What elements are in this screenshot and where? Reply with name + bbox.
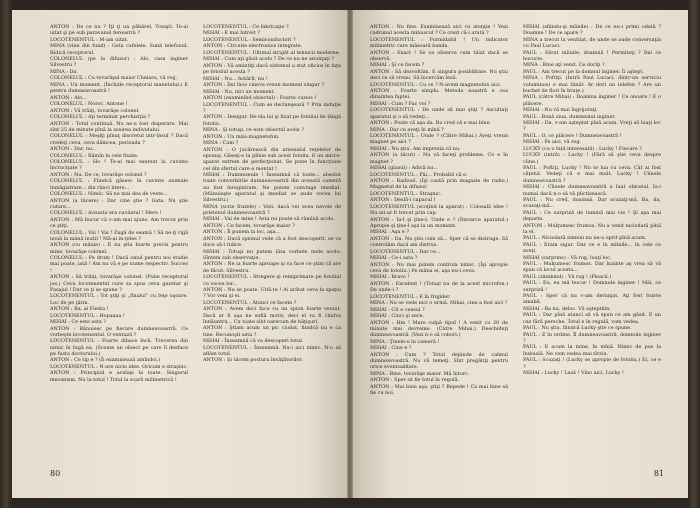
dialogue-line: COLONELUL : Meşiţi pînuţ discretul intr-însul ? Dacă credeţi ceva, ceva dămcea, perioada ? bbox=[50, 133, 188, 146]
dialogue-line: LOCOTENENTUL : Semiconductori ? bbox=[203, 36, 296, 43]
dialogue-line: MINA : Şi totuşi, ce este obiectul acela ? bbox=[203, 127, 304, 134]
left-column-2 bbox=[203, 24, 341, 364]
dialogue-line: PAUL : Scuzaţi ! (Lucky se apropie de fotoliu.) Ei, ce e ? bbox=[523, 357, 661, 370]
dialogue-line: ANTON : Dacă spionul vede că a fost descoperit, se va duce să-l ridice. bbox=[203, 235, 341, 249]
dialogue-line: ANTON : Un mini-magnetofon. bbox=[203, 133, 280, 140]
dialogue-line: LOCOTENENTUL : Stregere şi reimprimare pe fotoliul cu vocea lor... bbox=[203, 274, 341, 287]
dialogue-line: MIHAI : Totuşi nu putem lăsa vorbele mele acolo. Sîntem sub observaţie. bbox=[203, 248, 341, 261]
dialogue-line: LOCOTENENTUL : Foarte dibace încă. Trecerea din nimic în fugă ea. (Scoate un obiect pe care îl desface pe fusta doctorului.) bbox=[50, 338, 188, 357]
dialogue-line: LOCOTENENTUL : Cum se declanşează ? Prin induţie ? bbox=[203, 101, 341, 114]
dialogue-line: MINA : Nu se vede nici o urmă. Mihai, cine a fost aici ? bbox=[370, 300, 508, 307]
dialogue-line: ANTON : Vă amintiţi dacă sistemul a stat oficios în faţa pe fotoliul acesta ? bbox=[203, 62, 341, 76]
dialogue-line: MIHAI : Bravo ! bbox=[370, 274, 410, 281]
dialogue-line: PAUL : Mulţumesc frumos. Dar înainte aş vrea să vă spun că locul acesta... bbox=[523, 261, 661, 274]
dialogue-line: MINA (scrie frazele) : Vezi, dacă vei avea nevoie de prietenul dumneavoastră ? bbox=[203, 203, 341, 216]
dialogue-line: COLONELUL : Aceasta era cuvântul ! Mers ! bbox=[50, 210, 162, 217]
dialogue-line: MIHAI (surprins) : Vă rog, luaţi loc. bbox=[523, 254, 612, 261]
dialogue-line: ANTON : Să dezvoltăm. E singura posibilitate. Nu ştiu deci ce să vreau. Să încercăm însă. bbox=[370, 68, 508, 82]
dialogue-line: ANTON : Mulţumesc frumos. Nu a venit niciodată pînă la el. bbox=[523, 222, 661, 235]
dialogue-line: MIHAI : E mai întreit ? bbox=[203, 30, 260, 37]
dialogue-line: ANTON : Circuite electronice integrate. bbox=[203, 43, 303, 50]
dialogue-line: COLONELUL : Vai ! Vai ! Zugă de seamă ! Să ne-ţi rigă nouă la mână inutil ! Mă-ai in-ţeles ? bbox=[50, 229, 188, 242]
dialogue-line: ANTON : Foarte simplu. Metoda noastră e cea dinaintea faptei. bbox=[370, 88, 508, 101]
dialogue-line: LOCOTENENTUL : M-am uitat. bbox=[50, 36, 129, 43]
dialogue-line: COLONELUL : Pe drum ! Dacă omul pentru noi studio mai poate, iată ! Am nu vă e pe nume respectiv. Succes ! bbox=[50, 255, 188, 274]
dialogue-line: LOCOTENENTUL : E în frigider. bbox=[370, 293, 451, 300]
dialogue-line: ANTON : Excelent ! (Totuşi nu de la acest microfon.) De unde-i ? bbox=[370, 280, 508, 294]
right-page bbox=[353, 10, 688, 498]
dialogue-line: ANTON : Ce tip e ? (Îi examinează amîndoi.) bbox=[50, 357, 161, 364]
dialogue-line: PAUL : O, ce plăcere ! Dumneavoastră ! bbox=[523, 132, 622, 139]
dialogue-line: ANTON : Ne ia foarte aproape şi va face ce ştim că are de făcut. Silvestru. bbox=[203, 261, 341, 274]
dialogue-line: ANTON (a tăcere) : Dar cine ştie ? Gata. Nu ştie cutare... bbox=[50, 197, 188, 210]
dialogue-line: ANTON : Sper să fie totul în regulă. bbox=[370, 377, 460, 384]
dialogue-line: LUCKY (cu o față interesată) : Lucky ! Fiecare ? bbox=[523, 145, 642, 152]
dialogue-line: MINA a trecut la ventilat, de unde se aude conversaţia cu Paul Lucaci. bbox=[523, 36, 661, 50]
dialogue-line: ANTON : Desigur. De-ola lui şi fixat pe fotoliul de lângă fotoliu. bbox=[203, 114, 341, 127]
dialogue-line: LOCOTENENTUL : Cu ce ? N-avem magnetofon aici. bbox=[370, 81, 502, 88]
dialogue-line: LOCOTENENTUL : Unde ? (Către Mihai.) Aveţi vreun magnet pe aici ? bbox=[370, 133, 508, 146]
dialogue-line: MIHAI (sfiindu-şi mîinile) : De ce nu-i primi odată ? Doamne ! De ce apare ? bbox=[523, 24, 661, 37]
dialogue-line: ANTON : Cum ? Totul depinde de calmul dumneavoastră. Nu vă temeţi. Sînt pregătiţi pentru orice eventualitate. bbox=[370, 351, 508, 371]
right-column-2 bbox=[523, 24, 661, 377]
dialogue-line: PAUL : Niciodată nimeni nu ne-a oprit pînă acum. bbox=[523, 235, 647, 242]
dialogue-line: LOCOTENENTUL : N-are nicio idee. Oricum e straşnic. bbox=[50, 363, 188, 370]
dialogue-line: MIHAI : Cine e ? bbox=[370, 345, 412, 352]
dialogue-line: MINA : Bine, tovarăşe maior. Mă întorc. bbox=[370, 370, 470, 377]
dialogue-line: LUCKY (intră) : Lucky ! (Fără să ştie ceva despre cîine.) bbox=[523, 152, 661, 165]
dialogue-line: LOCOTENENTUL : Înseamnă. Nu-i aici nimic. N-o să aflăm totul. bbox=[203, 344, 341, 357]
dialogue-line: ANTON : De ce nu ? Îţi ţi un păhărel, Tonişti. Te-ai uitat şi pe sub paravanul fereastră ? bbox=[50, 24, 188, 37]
dialogue-line: ANTON : Vă trăiţi, tovarăşe colonel. bbox=[50, 107, 140, 114]
dialogue-line: MIHAI : Nu... hotărît, nu ! bbox=[203, 75, 268, 82]
dialogue-line: COLONELUL : Ho ! Te-ai mai exersat la cuvinte încrucişate ? bbox=[50, 159, 188, 172]
dialogue-line: MIHAI : Vai de mine ! Asta nu poate să rămînă acolo. bbox=[203, 216, 335, 223]
dialogue-line: LOCOTENENTUL : Ultimul strigăt al tehnicii moderne. bbox=[203, 49, 341, 56]
dialogue-line: ANTON : Nu. De ce, tovarăşe colonel ? bbox=[50, 171, 147, 178]
dialogue-line: COLONELUL : Fiindcă găsesc în cuvinte animale înmăgistrate... din rânci litere... bbox=[50, 178, 188, 191]
dialogue-line: ANTON : Ia-l şi ţine-l. Unde e ? (Întoarce aparatul.) Apropie şi ţine-l aşa la un moment. bbox=[370, 216, 508, 229]
dialogue-line: MIHAI : Şi ce facem ? bbox=[370, 62, 425, 69]
left-column-1 bbox=[50, 24, 188, 383]
dialogue-line: ANTON : Nu fine. Examinează aici cu atenţie ! Vezi cadranul acesta minuscul ? Ce crezi că-i arată ? bbox=[370, 24, 508, 37]
dialogue-line: ANTON : Mă bucur că v-am mai ajuns. Am trecut prin ce ştiţi. bbox=[50, 216, 188, 230]
dialogue-line: ANTON : Alo... bbox=[50, 94, 87, 101]
dialogue-line: LOCOTENENTUL (scoţînd la aparat) : Colosală idee ! Nu mi-ar fi trecut prin cap. bbox=[370, 203, 508, 217]
dialogue-line: ANTON : O jucărească din arsenalul reţelelor de spionaj. Găseţi-o la pîlnie sub acest fotoliu. E un micro-aparat extrem de perfecţionat. Se pune în funcţiune cel din sfertul care e montat ! bbox=[203, 146, 341, 172]
dialogue-line: COLONELUL : Aţi terminat perchiziţia ? bbox=[50, 114, 151, 121]
dialogue-line: LOCOTENENTUL : Păi... Probabil că e. bbox=[370, 171, 468, 178]
right-column-1 bbox=[370, 24, 508, 397]
dialogue-line: LOCOTENENTUL : De unde să mai ştiţi ? Ascultaţi aparatul şi o să vedeţi... bbox=[370, 107, 508, 120]
dialogue-line: ANTON : Îl punem la loc, aşa... bbox=[203, 229, 281, 236]
dialogue-line: PAUL : E acum la mine, în mînă. Nimic de pus la îndoială. Ne vom vedea mai tîrziu. bbox=[523, 344, 661, 357]
dialogue-line: COLONELUL : Noroc, Antone ! bbox=[50, 101, 128, 108]
dialogue-line: MIHAI : Cum aţi găsit acolo ? De ce nu ne anunţaţi ? bbox=[203, 56, 334, 63]
dialogue-line: MIHAI : Nu, nici un moment. bbox=[203, 88, 276, 95]
dialogue-line: ANTON : Hm ! Mare culpă tipul ! A venit cu 20 de minute mai devreme. (Către Mihai.) Deschideţi dumneavoastră. (Vezi n-o să cobori.) bbox=[370, 319, 508, 339]
dialogue-line: MIHAI : Cinci şi zece. bbox=[370, 313, 425, 320]
dialogue-line: PAUL : Nu cred, doamnă. Dar scuzaţi-mă. Ba, da, scuzaţi-mă... bbox=[523, 197, 661, 210]
dialogue-line: PAUL : Dar pînă atunci să vă spun ce am găsit. E un caz fără pereche. Totul e în regulă, vom vedea. bbox=[523, 312, 661, 325]
dialogue-line: COLONELUL : Nimic. Să ne mai dea de veste... bbox=[50, 191, 168, 198]
dialogue-line: LOCOTENENTUL : Dar ce... bbox=[370, 248, 441, 255]
dialogue-line: ANTON : Principiul e acelaşi la toate. Singurul mecanism. Nu la totul ! Totul la scară milimetrică ! bbox=[50, 370, 188, 383]
dialogue-line: ANTON : Dar, nu... bbox=[50, 146, 97, 153]
dialogue-line: MIHAI : Aşa e ? bbox=[370, 229, 410, 236]
dialogue-line: PAUL : Eram sigur. Dar ce e în mîinile... în cele ce aveţi. bbox=[523, 241, 661, 255]
dialogue-line: ANTON : Ba, ai Fiesta ! bbox=[50, 306, 109, 313]
dialogue-line: ANTON : Să trăiţi, tovarăşe colonel. (Pune receptorul jos.) Ceva locotenentul cure sa spus ceva gazetar şi Pasajul ! Dar ce ţi se spune ? bbox=[50, 274, 188, 293]
page-number-left: 80 bbox=[50, 469, 61, 478]
dialogue-line: PAUL : Poftiţi, Lucky ! Nu te lua cu ceva. Cât ai fost căţelul. Vedeţi că e mai mult. Lucky ! Cîinele dumneavoastră ? bbox=[523, 165, 661, 184]
dialogue-line: COLONELUL : Cu tovarăşul maior Chelaru, vă rog. bbox=[50, 75, 178, 82]
dialogue-line: LOCOTENENTUL : Tot ştiţi şi „finalul” cu feţe uşoare. Loc de pe ţărm. bbox=[50, 293, 188, 306]
page-number-right: 81 bbox=[653, 469, 664, 478]
dialogue-line: ANTON : Ştiam acum un pic ciudat, fiindcă nu e ca tine. Recunoşti asta ? bbox=[203, 325, 341, 338]
dialogue-line: MINA (vine din fund) : Gata cafelele. Sună telefonul. Ridică receptorul. bbox=[50, 43, 188, 56]
dialogue-line: LOCOTENENTUL : Ce fabricaţie ? bbox=[203, 24, 289, 30]
dialogue-line: MIHAI : Pe aici, vă rog. bbox=[523, 139, 582, 146]
dialogue-line: MIHAI : Da, v-am aşteptat pînă acum. Vreţi să luaţi loc ? bbox=[523, 120, 661, 133]
dialogue-line: COLONELUL (pe la difuzor) : Alo, casa inginer Silvestru ? bbox=[50, 56, 188, 69]
dialogue-line: ANTON : Nu mai putem controla nimic. (Îşi apropie ceva de fotoliu.) Pe mâna ei, aşa nu-i ceva. bbox=[370, 261, 508, 274]
dialogue-line: PAUL : Nu ştiu, fiindcă Lucky ştie ce spune. bbox=[523, 325, 632, 332]
dialogue-line: ANTON : Şi tăcem postura învăţătorilor. bbox=[203, 357, 303, 364]
dialogue-line: MIHAI : Cîinele dumneavoastră a luat obiceiul. Ia-i numai dacă n-o să vă plictisească. bbox=[523, 184, 661, 197]
left-page bbox=[12, 10, 347, 498]
dialogue-line: MINA : Poftiţi. (Intră Paul Lucaci, dintr-un serviciu voluminos) e mai tânăr. Ar dori un telefon ? Are un buchet de flori în braţe.) bbox=[523, 75, 661, 94]
dialogue-line: ANTON : Poate că aşa da. Ba cred că e mai bine. bbox=[370, 120, 492, 127]
dialogue-line: ANTON : Bănuiesc pe fiecare dumneavoastră. Ce vorbeşte locotenentul. O ventuză ? bbox=[50, 325, 188, 338]
dialogue-line: ANTON : Exact ! Se va observa cum tăiat dacă se observă. bbox=[370, 49, 508, 62]
dialogue-line: PAUL : Ce surpriză de lumină mai vie ! Şi aşa mai departe. bbox=[523, 209, 661, 223]
dialogue-line: MINA : Bine aţi venit. Ce doriţi ? bbox=[523, 62, 605, 69]
dialogue-line: MIHAI : Înseamnă că va descoperi totul. bbox=[203, 338, 304, 345]
dialogue-line: ANTON : Radioul. (Îşi caută prin magazie de radio.) Magnetul de la difuzor. bbox=[370, 178, 508, 191]
dialogue-line: MIHAI : Nu vă mai îngrijoraţi. bbox=[523, 107, 598, 114]
dialogue-line: ANTON (a tăcut) : Nu vă faceţi probleme. Ce e în magnet ? bbox=[370, 152, 508, 165]
dialogue-line: MIHAI : Ba nu, deloc. Vă aşteptăm. bbox=[523, 305, 611, 312]
dialogue-line: MIHAI : Cum ? Fac voi ? bbox=[370, 100, 431, 107]
dialogue-line: MINA : Da. bbox=[50, 68, 78, 75]
dialogue-line: ANTON : Nu se poate. Uită-te ! Ai arătat ceva la spaţiu ? Vor veni şi ei. bbox=[203, 287, 341, 300]
dialogue-line: LOCOTENENTUL : Formidabil ! Un indicator milimetric care măsoară banda. bbox=[370, 36, 508, 50]
dialogue-line: ANTON : Îmi face cineva vreun moment singur ? bbox=[203, 82, 324, 89]
dialogue-line: MIHAI : Nu ştiu. Am impresia că nu. bbox=[370, 145, 461, 152]
dialogue-line: MIHAI : Lucky ! Lasă ! Vino aici, Lucky ! bbox=[523, 370, 624, 377]
dialogue-line: LOCOTENENTUL : Straşnic. bbox=[370, 190, 442, 197]
dialogue-line: MINA : Cum ? bbox=[203, 140, 239, 147]
dialogue-line: ANTON : Totul continuă. Nu ne-a fost disperare. Mai sînt 25 de minute pînă la sosirea individului. bbox=[50, 120, 188, 133]
dialogue-line: ANTON (examinînd obiectul) : Foarte curios ! bbox=[203, 95, 317, 102]
dialogue-line: ANTON : Avem deci face cu un spion foarte versat. Dacă ar fi aşa ne suflă motiv, deci el va fi cîndva înnăuntru... Cu toate sînt oarecum de hăţişuri. bbox=[203, 306, 341, 325]
dialogue-line: PAUL (către Mihai) : Doamna inginer ! Ce onoare ! E o plăcere. bbox=[523, 94, 661, 107]
dialogue-line: COLONELUL : Rămîn la cele fixate. bbox=[50, 152, 139, 159]
dialogue-line: ANTON : Mai bine aşa, ştiţi ? Repede ! Ca mai bine să fie cu noi. bbox=[370, 383, 508, 397]
dialogue-line: PAUL : E în ordine. Îl dumneavoastră, domnule inginer ? bbox=[523, 331, 661, 344]
dialogue-line: MIHAI : Cît e ceasul ? bbox=[370, 306, 425, 313]
dialogue-line: PAUL : Sper că nu v-am deranjat. Aţi fost foarte amabil. bbox=[523, 293, 661, 306]
dialogue-line: MINA : Un moment. (Închide receptorul manetului.) E pentru dumneavoastră ! bbox=[50, 81, 188, 95]
dialogue-line: PAUL (zâmbind) : Vă rog ! (Pleacă.) bbox=[523, 273, 612, 280]
dialogue-line: PAUL : Sărut mîinile, doamnă ! Permiteţi ? Îmi ce bucurie. bbox=[523, 49, 661, 62]
dialogue-line: PAUL : Am trecut pe la domnul inginer. Îi aştept. bbox=[523, 68, 644, 75]
dialogue-line: MIHAI : Ce este asta ? bbox=[50, 319, 106, 326]
dialogue-line: ANTON : Desfă-i capacul ! bbox=[370, 197, 436, 204]
dialogue-line: ANTON (cu mânie) : E nu ştiu foarte precis pentru mine, tovarăşe colonel. bbox=[50, 242, 188, 255]
dialogue-line: MINA : Ţinem-o în cameră ! bbox=[370, 338, 440, 345]
dialogue-line: MINA : Dar ce aveţi în mînă ? bbox=[370, 126, 444, 133]
dialogue-line: LOCOTENENTUL : Hopaaaa ! bbox=[50, 312, 125, 319]
dialogue-line: PAUL : Eu, eu mă bucur ! Domnule inginer ! Măi, ce surpriză ! bbox=[523, 280, 661, 293]
dialogue-line: MIHAI (glasul) : Adică nu... bbox=[370, 165, 439, 172]
dialogue-line: PAUL : Bună ziua, dumnealui inginer. bbox=[523, 113, 616, 120]
dialogue-line: ANTON : Da. Nu ştiu cum să... Sper că se distruge. Să controlăm dacă am distrus. bbox=[370, 235, 508, 249]
dialogue-line: ANTON : Ce facem, tovarăşe maior ? bbox=[203, 222, 295, 229]
dialogue-line: MIHAI : Dumnezeule ! Înseamnă că toate... absolut toate convorbirile dumneavoastră din această cameră au fost înregistrate. Ne putem convinge imediat. (Mânuieşte aparatul şi imediat se aude vocea lui Silvestru.) bbox=[203, 172, 341, 204]
dialogue-line: MIHAI : Ce-i asta ? bbox=[370, 255, 418, 262]
dialogue-line: LOCOTENENTUL : Atunci ce facem ? bbox=[203, 299, 297, 306]
